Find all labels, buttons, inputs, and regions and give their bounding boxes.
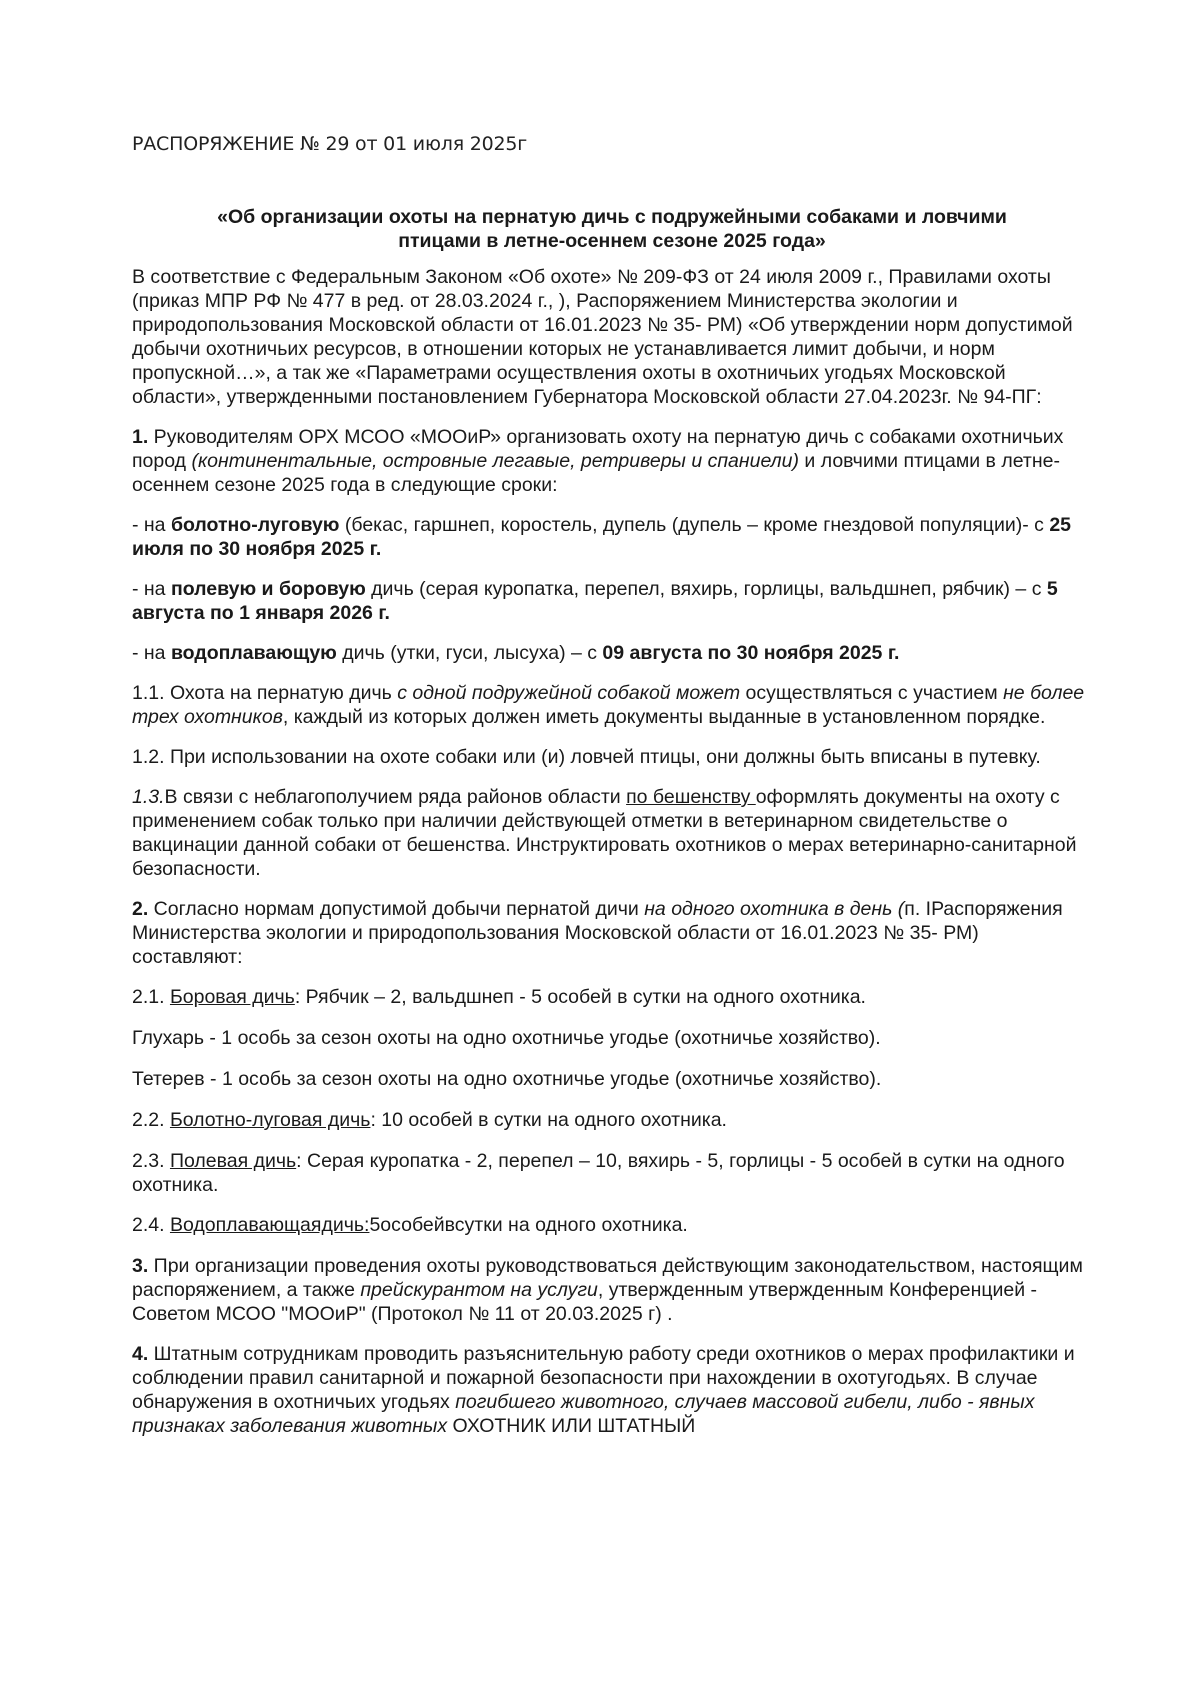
season-field-dates: 5 августа по 1 января 2026 г. [132, 578, 1058, 624]
p11-text-b: осуществляться с участием [740, 682, 1004, 704]
season-field-type: полевую и боровую [170, 578, 366, 600]
title-line-2: птицами в летне-осеннем сезоне 2025 года» [398, 230, 826, 252]
season-water-prefix: - на [132, 642, 171, 664]
p21-text: : Рябчик – 2, вальдшнеп - 5 особей в сутки на одного охотника. [294, 986, 866, 1008]
p24-text: 5особейвсутки на одного охотника. [369, 1214, 688, 1236]
paragraph-4-number: 4. [132, 1343, 149, 1365]
paragraph-2-1 [132, 985, 1092, 1009]
p13-number: 1.3. [132, 786, 165, 808]
season-field-species: дичь (серая куропатка, перепел, вяхирь, горлицы, вальдшнеп, рябчик) – с [365, 578, 1047, 600]
p22-category: Болотно-луговая дичь [169, 1109, 371, 1131]
paragraph-4 [132, 1342, 1092, 1438]
paragraph-1 [132, 425, 1092, 497]
capercaillie-limit: Глухарь - 1 особь за сезон охоты на одно охотничье угодье (охотничье хозяйство). [132, 1027, 881, 1049]
season-field-prefix: - на [132, 578, 171, 600]
p24-number: 2.4. [132, 1214, 170, 1236]
paragraph-1-text-b: и ловчими птицами в летне-осеннем сезоне 2025 года в следующие сроки: [132, 450, 1060, 496]
p23-text: : Серая куропатка - 2, перепел – 10, вяхирь - 5, горлицы - 5 особей в сутки на одного охотника. [132, 1150, 1065, 1196]
paragraph-1-2: 1.2. При использовании на охоте собаки или (и) ловчей птицы, они должны быть вписаны в путевку. [132, 746, 1041, 768]
p13-text-b: оформлять документы на охоту с применением собак только при наличии действующей отметки в ветеринарном свидетельстве о вакцинации данной собаки от бешенства. Инструктировать охотников о мерах ветеринарно-санитарной безопасности. [132, 786, 1077, 880]
p4-text-b: ОХОТНИК ИЛИ ШТАТНЫЙ [447, 1415, 696, 1437]
season-waterfowl [132, 641, 1092, 665]
p11-text-a: 1.1. Охота на пернатую дичь [132, 682, 398, 704]
p11-text-c: , каждый из которых должен иметь документы выданные в установленном порядке. [282, 706, 1046, 728]
paragraph-3 [132, 1254, 1092, 1326]
p3-text-b: , утвержденным утвержденным Конференцией - Советом МСОО "МООиР" (Протокол № 11 от 20.03.2025 г) . [132, 1279, 1038, 1325]
p3-italic: прейскурантом на услуги [360, 1279, 598, 1301]
season-swamp-dates: 25 июля по 30 ноября 2025 г. [132, 514, 1072, 560]
p2-text-a: Согласно нормам допустимой добычи пернатой дичи [148, 898, 645, 920]
document-title [132, 205, 1092, 253]
p4-italic: погибшего животного, случаев массовой гибели, либо - явных признаках заболевания животных [132, 1391, 1035, 1437]
p21-number: 2.1. [132, 986, 170, 1008]
paragraph-1-italic: (континентальные, островные легавые, ретриверы и спаниели) [191, 450, 800, 472]
p13-text-a: В связи с неблагополучием ряда районов области [164, 786, 627, 808]
preamble-paragraph: В соответствие с Федеральным Законом «Об охоте» № 209-ФЗ от 24 июля 2009 г., Правилами охоты (приказ МПР РФ № 477 в ред. от 28.03.2024 г., ), Распоряжением Министерства экологии и природопользования Московской области от 16.01.2023 № 35- РМ) «Об утверждении норм допустимой добычи охотничьих ресурсов, в отношении которых не устанавливается лимит добычи, и норм пропускной…», а так же «Параметрами осуществления охоты в охотничьих угодьях Московской области», утвержденными постановлением Губернатора Московской области 27.04.2023г. № 94-ПГ: [132, 266, 1073, 408]
p23-category: Полевая дичь [169, 1150, 297, 1172]
p21-category: Боровая дичь [169, 986, 295, 1008]
p23-number: 2.3. [132, 1150, 170, 1172]
paragraph-1-text-a: Руководителям ОРХ МСОО «МООиР» организовать охоту на пернатую дичь с собаками охотничьих пород [132, 426, 1064, 472]
paragraph-2 [132, 897, 1092, 969]
p11-italic-2: не более трех охотников [132, 682, 1085, 728]
season-swamp-species: (бекас, гаршнеп, коростель, дупель (дупель – кроме гнездовой популяции)- с [339, 514, 1050, 536]
season-water-species: дичь (утки, гуси, лысуха) – с [336, 642, 603, 664]
season-swamp-type: болотно-луговую [170, 514, 340, 536]
paragraph-1-number: 1. [132, 426, 149, 448]
black-grouse-limit: Тетерев - 1 особь за сезон охоты на одно охотничье угодье (охотничье хозяйство). [132, 1068, 882, 1090]
p4-text-a: Штатным сотрудникам проводить разъяснительную работу среди охотников о мерах профилактики и соблюдении правил санитарной и пожарной безопасности при нахождении в охотугодьях. В случае обнаружения в охотничьих угодьях [132, 1343, 1075, 1413]
title-line-1: «Об организации охоты на пернатую дичь с подружейными собаками и ловчими [217, 206, 1007, 228]
paragraph-1-3 [132, 785, 1092, 881]
paragraph-2-3 [132, 1149, 1092, 1197]
season-water-type: водоплавающую [170, 642, 337, 664]
season-water-dates: 09 августа по 30 ноября 2025 г. [602, 642, 900, 664]
p11-italic-1: с одной подружейной собакой может [397, 682, 741, 704]
paragraph-2-2 [132, 1108, 1092, 1132]
p3-text-a: При организации проведения охоты руководствоваться действующим законодательством, настоящим распоряжением, а также [132, 1255, 1083, 1301]
season-swamp-prefix: - на [132, 514, 171, 536]
p24-category: Водоплавающаядичь: [169, 1214, 370, 1236]
season-field-game [132, 577, 1092, 625]
p22-text: : 10 особей в сутки на одного охотника. [370, 1109, 727, 1131]
p13-underline: по бешенству [626, 786, 756, 808]
p2-text-b: п. IРаспоряжения Министерства экологии и природопользования Московской области от 16.01.2023 № 35- РМ) составляют: [132, 898, 1063, 968]
document-heading: РАСПОРЯЖЕНИЕ № 29 от 01 июля 2025г [132, 133, 528, 155]
p22-number: 2.2. [132, 1109, 170, 1131]
paragraph-3-number: 3. [132, 1255, 149, 1277]
paragraph-1-1 [132, 681, 1092, 729]
p2-italic: на одного охотника в день ( [644, 898, 905, 920]
paragraph-2-number: 2. [132, 898, 149, 920]
paragraph-2-4 [132, 1213, 1092, 1237]
season-swamp-game [132, 513, 1092, 561]
